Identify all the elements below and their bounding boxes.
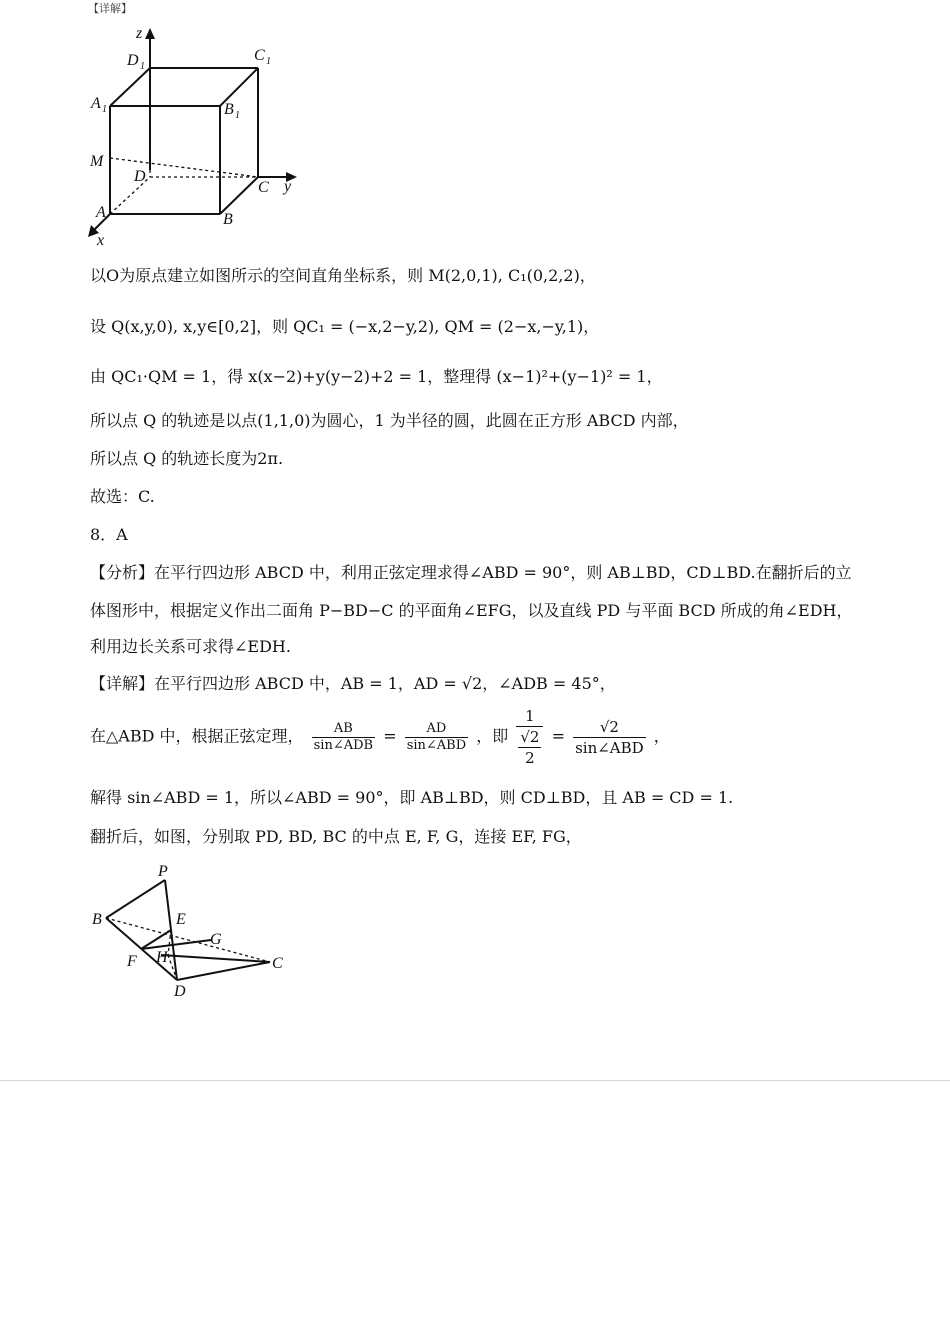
label-h: H <box>156 949 168 966</box>
question-8-answer: 8．A <box>90 525 128 544</box>
label-c: C <box>272 955 283 972</box>
sine-law-end: ， <box>653 726 670 746</box>
detail-line-4: 翻折后，如图，分别取 PD, BD, BC 的中点 E, F, G，连接 EF, FG， <box>90 827 582 846</box>
label-e: E <box>176 911 186 928</box>
label-x: x <box>97 232 105 249</box>
folded-tetrahedron-figure <box>80 858 300 1008</box>
edge-a1-d1 <box>110 68 150 106</box>
label-a1-sub: 1 <box>102 104 107 115</box>
text-line-5: 所以点 Q 的轨迹长度为2π. <box>90 449 284 468</box>
text-line-3: 由 QC₁·QM = 1，得 x(x−2)+y(y−2)+2 = 1，整理得 (x−1)²+(y−1)² = 1， <box>90 367 663 386</box>
edge-b-c <box>220 177 258 214</box>
z-arrow <box>145 28 155 39</box>
label-a: A <box>96 204 106 221</box>
label-f: F <box>127 953 137 970</box>
label-b1: B <box>224 101 234 118</box>
label-c1: C <box>254 47 265 64</box>
label-d: D <box>174 983 186 1000</box>
fraction-one-over-root2-over-2: $\frac{1}{\frac{√2}{2}}$ <box>516 706 543 768</box>
label-b: B <box>92 911 102 928</box>
fraction-ad-over-sin-abd: $\frac{AD}{\text{sin∠ABD}}$ <box>406 720 467 753</box>
label-z: z <box>136 25 143 42</box>
edge-d-c <box>177 962 270 980</box>
label-a1: A <box>91 95 101 112</box>
label-d: D <box>134 168 146 185</box>
text-line-6: 故选：C. <box>90 487 155 506</box>
sine-law-line <box>90 706 670 768</box>
cube-coordinate-figure <box>0 20 320 260</box>
label-p: P <box>158 863 168 880</box>
detail-line-1: 【详解】在平行四边形 ABCD 中，AB = 1，AD = √2，∠ADB = 45°， <box>90 674 616 693</box>
label-b: B <box>223 211 233 228</box>
equals-sign: = <box>383 726 397 746</box>
hidden-m-c <box>110 158 258 177</box>
label-g: G <box>210 931 222 948</box>
label-m: M <box>90 153 104 170</box>
label-y: y <box>284 178 292 195</box>
edge-h-c <box>161 955 270 962</box>
sine-law-prefix: 在△ABD 中，根据正弦定理， <box>90 726 304 746</box>
fraction-root2-over-sin-abd: $\frac{√2}{\text{sin∠ABD}}$ <box>575 717 644 757</box>
label-d1: D <box>127 52 139 69</box>
text-line-1: 以O为原点建立如图所示的空间直角坐标系，则 M(2,0,1), C₁(0,2,2)， <box>90 266 596 285</box>
sine-law-connector: ，即 <box>476 726 509 746</box>
label-d1-sub: 1 <box>140 61 145 72</box>
cut-off-heading: 【详解】 <box>88 2 132 15</box>
label-c: C <box>258 179 269 196</box>
text-line-4: 所以点 Q 的轨迹是以点(1,1,0)为圆心，1 为半径的圆，此圆在正方形 ABCD 内部， <box>90 411 689 430</box>
detail-line-3: 解得 sin∠ABD = 1，所以∠ABD = 90°，即 AB⊥BD，则 CD⊥BD，且 AB = CD = 1. <box>90 788 734 807</box>
equals-sign-2: = <box>551 726 565 746</box>
analysis-line-2: 体图形中，根据定义作出二面角 P−BD−C 的平面角∠EFG，以及直线 PD 与平面 BCD 所成的角∠EDH， <box>90 601 853 620</box>
label-b1-sub: 1 <box>235 110 240 121</box>
label-c1-sub: 1 <box>266 56 271 67</box>
text-line-2: 设 Q(x,y,0), x,y∈[0,2]，则 QC₁ = (−x,2−y,2), QM = (2−x,−y,1)， <box>90 317 600 336</box>
analysis-line-1: 【分析】在平行四边形 ABCD 中，利用正弦定理求得∠ABD = 90°，则 AB⊥BD，CD⊥BD.在翻折后的立 <box>90 563 852 582</box>
edge-p-b <box>106 880 165 918</box>
fraction-ab-over-sin-adb: $\frac{AB}{\text{sin∠ADB}}$ <box>313 720 374 753</box>
analysis-line-3: 利用边长关系可求得∠EDH. <box>90 637 291 656</box>
